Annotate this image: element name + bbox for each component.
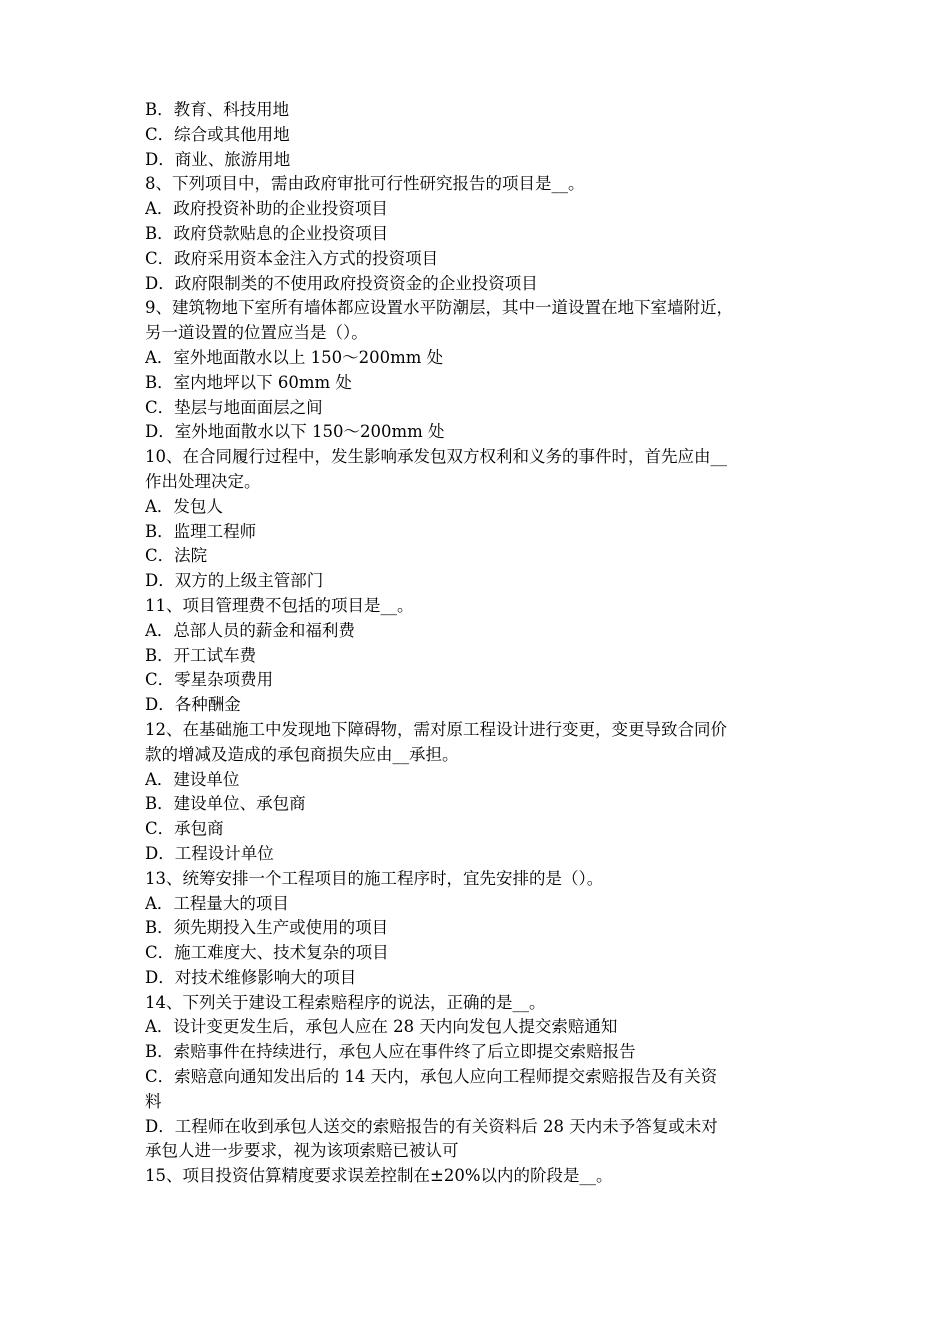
question-8: 8、下列项目中，需由政府审批可行性研究报告的项目是__。 (145, 174, 585, 194)
option-line: D．各种酬金 (145, 695, 241, 715)
option-line: B．须先期投入生产或使用的项目 (145, 918, 389, 938)
question-13: 13、统筹安排一个工程项目的施工程序时，宜先安排的是（）。 (145, 868, 604, 888)
option-line: D．政府限制类的不使用政府投资资金的企业投资项目 (145, 273, 538, 293)
option-line: B．监理工程师 (145, 521, 257, 541)
question-15: 15、项目投资估算精度要求误差控制在±20%以内的阶段是__。 (145, 1166, 613, 1186)
option-line: D．工程设计单位 (145, 843, 274, 863)
question-10-cont: 作出处理决定。 (145, 471, 261, 491)
option-line: B．教育、科技用地 (145, 100, 290, 119)
option-line: C．承包商 (145, 819, 224, 839)
option-line: B．索赔事件在持续进行，承包人应在事件终了后立即提交索赔报告 (145, 1042, 636, 1062)
option-line: A．工程量大的项目 (145, 893, 289, 913)
option-line: A．政府投资补助的企业投资项目 (145, 199, 388, 219)
option-line: C．法院 (145, 546, 208, 566)
option-line: D．双方的上级主管部门 (145, 571, 324, 591)
document-page (145, 98, 810, 1189)
question-14: 14、下列关于建设工程索赔程序的说法，正确的是__。 (145, 992, 546, 1012)
option-line-cont: 承包人进一步要求，视为该项索赔已被认可 (145, 1141, 459, 1161)
option-line: C．综合或其他用地 (145, 124, 290, 144)
question-12: 12、在基础施工中发现地下障碍物，需对原工程设计进行变更，变更导致合同价 (145, 719, 727, 739)
option-line: A．室外地面散水以上 150～200mm 处 (145, 347, 444, 367)
option-line: B．建设单位、承包商 (145, 794, 306, 814)
option-line: C．施工难度大、技术复杂的项目 (145, 943, 389, 963)
option-line: B．政府贷款贴息的企业投资项目 (145, 223, 389, 243)
option-line: C．索赔意向通知发出后的 14 天内，承包人应向工程师提交索赔报告及有关资 (145, 1067, 718, 1087)
option-line: D．对技术维修影响大的项目 (145, 967, 357, 987)
option-line-cont: 料 (145, 1091, 162, 1111)
option-line: A．建设单位 (145, 769, 240, 789)
option-line: B．室内地坪以下 60mm 处 (145, 372, 352, 392)
question-12-cont: 款的增减及造成的承包商损失应由__承担。 (145, 744, 459, 764)
question-10: 10、在合同履行过程中，发生影响承发包双方权利和义务的事件时，首先应由__ (145, 447, 727, 467)
question-9: 9、建筑物地下室所有墙体都应设置水平防潮层，其中一道设置在地下室墙附近， (145, 298, 733, 318)
question-9-cont: 另一道设置的位置应当是（）。 (145, 323, 368, 343)
option-line: A．设计变更发生后，承包人应在 28 天内向发包人提交索赔通知 (145, 1017, 618, 1037)
option-line: A．总部人员的薪金和福利费 (145, 620, 355, 640)
option-line: D．工程师在收到承包人送交的索赔报告的有关资料后 28 天内未予答复或未对 (145, 1116, 718, 1136)
option-line: C．零星杂项费用 (145, 670, 274, 690)
option-line: C．政府采用资本金注入方式的投资项目 (145, 248, 439, 268)
option-line: B．开工试车费 (145, 645, 257, 665)
option-line: D．室外地面散水以下 150～200mm 处 (145, 422, 445, 442)
question-11: 11、项目管理费不包括的项目是__。 (145, 595, 414, 615)
option-line: C．垫层与地面面层之间 (145, 397, 323, 417)
option-line: D．商业、旅游用地 (145, 149, 291, 169)
option-line: A．发包人 (145, 496, 223, 516)
